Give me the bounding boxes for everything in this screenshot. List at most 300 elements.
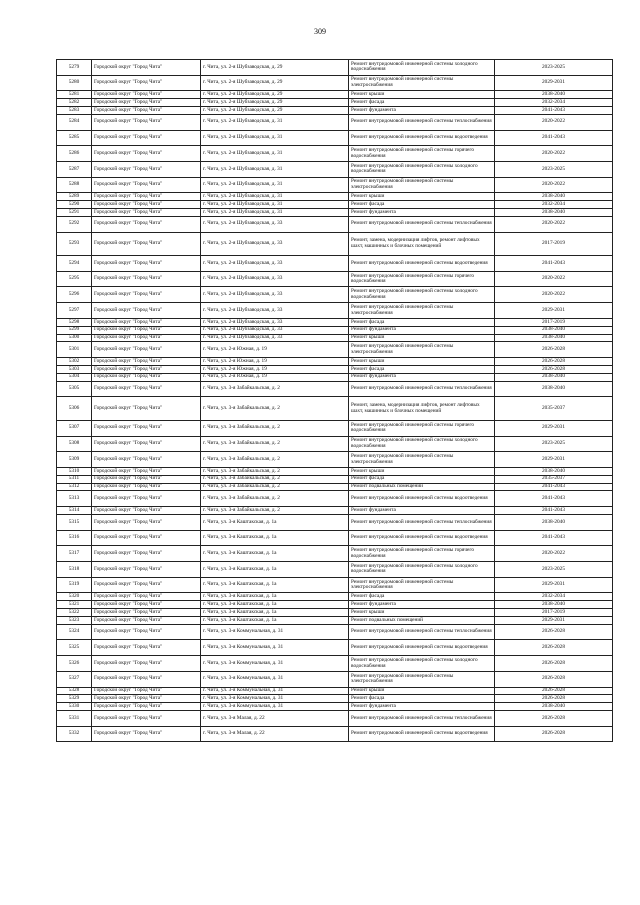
cell-work-type: Ремонт фундамента <box>349 703 495 711</box>
cell-work-type: Ремонт внутридомовой инженерной системы теплоснабжения <box>349 114 495 130</box>
table-row <box>57 452 613 468</box>
cell-work-type: Ремонт внутридомовой инженерной системы холодного водоснабжения <box>349 287 495 303</box>
cell-municipality: Городской округ "Город Чита" <box>92 365 201 373</box>
cell-work-type: Ремонт внутридомовой инженерной системы теплоснабжения <box>349 381 495 397</box>
cell-work-type: Ремонт внутридомовой инженерной системы водоотведения <box>349 130 495 146</box>
cell-address: г. Чита, ул. 3-я Забайкальская, д. 2 <box>201 475 349 483</box>
cell-municipality: Городской округ "Город Чита" <box>92 624 201 640</box>
cell-period: 2041-2043 <box>495 530 613 546</box>
cell-municipality: Городской округ "Город Чита" <box>92 381 201 397</box>
cell-municipality: Городской округ "Город Чита" <box>92 373 201 381</box>
cell-address: г. Чита, ул. 3-я Забайкальская, д. 2 <box>201 452 349 468</box>
cell-municipality: Городской округ "Город Чита" <box>92 514 201 530</box>
cell-municipality: Городской округ "Город Чита" <box>92 232 201 256</box>
cell-work-type: Ремонт внутридомовой инженерной системы теплоснабжения <box>349 514 495 530</box>
table-row <box>57 358 613 366</box>
cell-period: 2029-2031 <box>495 452 613 468</box>
cell-record-number: 5301 <box>57 342 92 358</box>
cell-address: г. Чита, ул. 2-я Шубзаводская, д. 33 <box>201 334 349 342</box>
cell-address: г. Чита, ул. 3-я Каштакская, д. 1а <box>201 601 349 609</box>
cell-work-type: Ремонт внутридомовой инженерной системы холодного водоснабжения <box>349 436 495 452</box>
cell-municipality: Городской округ "Город Чита" <box>92 656 201 672</box>
cell-municipality: Городской округ "Город Чита" <box>92 616 201 624</box>
cell-municipality: Городской округ "Город Чита" <box>92 91 201 99</box>
cell-record-number: 5329 <box>57 695 92 703</box>
cell-record-number: 5315 <box>57 514 92 530</box>
table-row <box>57 624 613 640</box>
table-row <box>57 91 613 99</box>
cell-municipality: Городской округ "Город Чита" <box>92 342 201 358</box>
cell-municipality: Городской округ "Город Чита" <box>92 75 201 91</box>
table-row <box>57 365 613 373</box>
cell-municipality: Городской округ "Город Чита" <box>92 193 201 201</box>
cell-work-type: Ремонт, замена, модернизация лифтов, ремонт лифтовых шахт, машинных и блочных помещений <box>349 397 495 421</box>
table-row <box>57 640 613 656</box>
cell-work-type: Ремонт фундамента <box>349 507 495 515</box>
cell-address: г. Чита, ул. 3-я Каштакская, д. 1а <box>201 577 349 593</box>
cell-municipality: Городской округ "Город Чита" <box>92 334 201 342</box>
table-row <box>57 616 613 624</box>
table-row <box>57 491 613 507</box>
cell-work-type: Ремонт фундамента <box>349 209 495 217</box>
cell-municipality: Городской округ "Город Чита" <box>92 546 201 562</box>
cell-period: 2041-2043 <box>495 491 613 507</box>
cell-record-number: 5299 <box>57 326 92 334</box>
table-row <box>57 656 613 672</box>
cell-address: г. Чита, ул. 2-я Шубзаводская, д. 29 <box>201 75 349 91</box>
cell-municipality: Городской округ "Город Чита" <box>92 452 201 468</box>
table-row <box>57 256 613 272</box>
cell-address: г. Чита, ул. 3-я Каштакская, д. 1а <box>201 530 349 546</box>
cell-work-type: Ремонт внутридомовой инженерной системы электроснабжения <box>349 452 495 468</box>
cell-record-number: 5317 <box>57 546 92 562</box>
cell-record-number: 5309 <box>57 452 92 468</box>
cell-work-type: Ремонт внутридомовой инженерной системы теплоснабжения <box>349 711 495 727</box>
cell-address: г. Чита, ул. 2-я Шубзаводская, д. 33 <box>201 271 349 287</box>
cell-address: г. Чита, ул. 3-я Малая, д. 22 <box>201 726 349 742</box>
table-row <box>57 193 613 201</box>
cell-address: г. Чита, ул. 2-я Шубзаводская, д. 31 <box>201 130 349 146</box>
cell-period: 2023-2025 <box>495 161 613 177</box>
table-row <box>57 99 613 107</box>
cell-municipality: Городской округ "Город Чита" <box>92 507 201 515</box>
cell-municipality: Городской округ "Город Чита" <box>92 703 201 711</box>
cell-municipality: Городской округ "Город Чита" <box>92 107 201 115</box>
cell-period: 2020-2022 <box>495 287 613 303</box>
table-row <box>57 146 613 162</box>
cell-work-type: Ремонт внутридомовой инженерной системы электроснабжения <box>349 75 495 91</box>
cell-address: г. Чита, ул. 3-я Забайкальская, д. 2 <box>201 381 349 397</box>
table-row <box>57 695 613 703</box>
cell-municipality: Городской округ "Город Чита" <box>92 256 201 272</box>
cell-municipality: Городской округ "Город Чита" <box>92 303 201 319</box>
table-row <box>57 114 613 130</box>
cell-period: 2026-2028 <box>495 656 613 672</box>
cell-work-type: Ремонт внутридомовой инженерной системы электроснабжения <box>349 177 495 193</box>
table-row <box>57 420 613 436</box>
cell-work-type: Ремонт фасада <box>349 201 495 209</box>
cell-municipality: Городской округ "Город Чита" <box>92 475 201 483</box>
cell-period: 2026-2028 <box>495 687 613 695</box>
cell-period: 2026-2028 <box>495 624 613 640</box>
cell-period: 2026-2028 <box>495 711 613 727</box>
table-row <box>57 467 613 475</box>
cell-period: 2038-2040 <box>495 381 613 397</box>
cell-municipality: Городской округ "Город Чита" <box>92 640 201 656</box>
cell-municipality: Городской округ "Город Чита" <box>92 326 201 334</box>
cell-record-number: 5293 <box>57 232 92 256</box>
cell-record-number: 5287 <box>57 161 92 177</box>
table-row <box>57 201 613 209</box>
cell-work-type: Ремонт внутридомовой инженерной системы теплоснабжения <box>349 624 495 640</box>
cell-record-number: 5298 <box>57 318 92 326</box>
cell-municipality: Городской округ "Город Чита" <box>92 420 201 436</box>
table-row <box>57 75 613 91</box>
cell-municipality: Городской округ "Город Чита" <box>92 146 201 162</box>
table-row <box>57 60 613 76</box>
cell-record-number: 5288 <box>57 177 92 193</box>
cell-municipality: Городской округ "Город Чита" <box>92 436 201 452</box>
cell-address: г. Чита, ул. 2-я Шубзаводская, д. 29 <box>201 91 349 99</box>
cell-municipality: Городской округ "Город Чита" <box>92 711 201 727</box>
table-row <box>57 216 613 232</box>
cell-municipality: Городской округ "Город Чита" <box>92 491 201 507</box>
cell-address: г. Чита, ул. 2-я Шубзаводская, д. 33 <box>201 326 349 334</box>
cell-record-number: 5311 <box>57 475 92 483</box>
cell-address: г. Чита, ул. 2-я Шубзаводская, д. 29 <box>201 107 349 115</box>
cell-period: 2035-2037 <box>495 397 613 421</box>
table-row <box>57 475 613 483</box>
cell-record-number: 5308 <box>57 436 92 452</box>
cell-address: г. Чита, ул. 3-я Коммунальная, д. 31 <box>201 703 349 711</box>
cell-work-type: Ремонт внутридомовой инженерной системы электроснабжения <box>349 342 495 358</box>
cell-work-type: Ремонт фундамента <box>349 107 495 115</box>
cell-period: 2029-2031 <box>495 75 613 91</box>
cell-record-number: 5290 <box>57 201 92 209</box>
cell-municipality: Городской округ "Город Чита" <box>92 216 201 232</box>
cell-address: г. Чита, ул. 3-я Коммунальная, д. 31 <box>201 656 349 672</box>
cell-record-number: 5289 <box>57 193 92 201</box>
cell-work-type: Ремонт внутридомовой инженерной системы горячего водоснабжения <box>349 146 495 162</box>
cell-municipality: Городской округ "Город Чита" <box>92 60 201 76</box>
table-row <box>57 507 613 515</box>
cell-municipality: Городской округ "Город Чита" <box>92 609 201 617</box>
cell-municipality: Городской округ "Город Чита" <box>92 201 201 209</box>
cell-record-number: 5321 <box>57 601 92 609</box>
cell-address: г. Чита, ул. 3-я Каштакская, д. 1а <box>201 593 349 601</box>
cell-address: г. Чита, ул. 2-я Шубзаводская, д. 31 <box>201 193 349 201</box>
cell-period: 2017-2019 <box>495 609 613 617</box>
cell-record-number: 5304 <box>57 373 92 381</box>
cell-period: 2038-2040 <box>495 209 613 217</box>
cell-period: 2023-2025 <box>495 562 613 578</box>
page-number: 309 <box>314 27 326 36</box>
table-row <box>57 318 613 326</box>
cell-period: 2029-2031 <box>495 577 613 593</box>
cell-record-number: 5322 <box>57 609 92 617</box>
cell-period: 2023-2025 <box>495 60 613 76</box>
cell-record-number: 5316 <box>57 530 92 546</box>
cell-record-number: 5327 <box>57 671 92 687</box>
cell-address: г. Чита, ул. 2-я Южная, д. 19 <box>201 373 349 381</box>
cell-municipality: Городской округ "Город Чита" <box>92 695 201 703</box>
table-row <box>57 530 613 546</box>
table-row <box>57 381 613 397</box>
cell-record-number: 5297 <box>57 303 92 319</box>
cell-period: 2041-2043 <box>495 107 613 115</box>
cell-period: 2026-2028 <box>495 640 613 656</box>
cell-record-number: 5279 <box>57 60 92 76</box>
cell-record-number: 5305 <box>57 381 92 397</box>
cell-address: г. Чита, ул. 2-я Шубзаводская, д. 33 <box>201 303 349 319</box>
cell-period: 2035-2037 <box>495 475 613 483</box>
cell-municipality: Городской округ "Город Чита" <box>92 130 201 146</box>
cell-work-type: Ремонт крыши <box>349 193 495 201</box>
cell-work-type: Ремонт фасада <box>349 593 495 601</box>
cell-period: 2032-2034 <box>495 201 613 209</box>
cell-address: г. Чита, ул. 2-я Южная, д. 19 <box>201 342 349 358</box>
cell-period: 2038-2040 <box>495 467 613 475</box>
table-row <box>57 514 613 530</box>
cell-municipality: Городской округ "Город Чита" <box>92 161 201 177</box>
cell-address: г. Чита, ул. 3-я Забайкальская, д. 2 <box>201 483 349 491</box>
cell-record-number: 5303 <box>57 365 92 373</box>
cell-period: 2026-2028 <box>495 358 613 366</box>
cell-address: г. Чита, ул. 3-я Каштакская, д. 1а <box>201 562 349 578</box>
table-row <box>57 373 613 381</box>
cell-municipality: Городской округ "Город Чита" <box>92 467 201 475</box>
cell-work-type: Ремонт фасада <box>349 475 495 483</box>
cell-record-number: 5286 <box>57 146 92 162</box>
table-row <box>57 671 613 687</box>
cell-work-type: Ремонт подвальных помещений <box>349 483 495 491</box>
cell-address: г. Чита, ул. 2-я Южная, д. 19 <box>201 358 349 366</box>
cell-period: 2026-2028 <box>495 365 613 373</box>
table-row <box>57 397 613 421</box>
cell-record-number: 5291 <box>57 209 92 217</box>
cell-work-type: Ремонт крыши <box>349 91 495 99</box>
cell-work-type: Ремонт фасада <box>349 365 495 373</box>
cell-period: 2038-2040 <box>495 601 613 609</box>
cell-work-type: Ремонт, замена, модернизация лифтов, ремонт лифтовых шахт, машинных и блочных помещений <box>349 232 495 256</box>
cell-municipality: Городской округ "Город Чита" <box>92 99 201 107</box>
cell-work-type: Ремонт фасада <box>349 99 495 107</box>
cell-record-number: 5282 <box>57 99 92 107</box>
cell-record-number: 5328 <box>57 687 92 695</box>
cell-record-number: 5323 <box>57 616 92 624</box>
cell-work-type: Ремонт подвальных помещений <box>349 616 495 624</box>
cell-work-type: Ремонт внутридомовой инженерной системы теплоснабжения <box>349 216 495 232</box>
cell-address: г. Чита, ул. 3-я Каштакская, д. 1а <box>201 546 349 562</box>
cell-period: 2029-2031 <box>495 303 613 319</box>
cell-municipality: Городской округ "Город Чита" <box>92 671 201 687</box>
cell-work-type: Ремонт внутридомовой инженерной системы водоотведения <box>349 726 495 742</box>
cell-period: 2020-2022 <box>495 546 613 562</box>
table-row <box>57 609 613 617</box>
cell-municipality: Городской округ "Город Чита" <box>92 287 201 303</box>
cell-address: г. Чита, ул. 2-я Шубзаводская, д. 31 <box>201 146 349 162</box>
cell-work-type: Ремонт внутридомовой инженерной системы водоотведения <box>349 530 495 546</box>
cell-municipality: Городской округ "Город Чита" <box>92 397 201 421</box>
cell-period: 2038-2040 <box>495 193 613 201</box>
table-row <box>57 711 613 727</box>
cell-period: 2041-2043 <box>495 483 613 491</box>
cell-period: 2038-2040 <box>495 514 613 530</box>
table-row <box>57 232 613 256</box>
cell-municipality: Городской округ "Город Чита" <box>92 114 201 130</box>
cell-record-number: 5331 <box>57 711 92 727</box>
cell-period: 2026-2028 <box>495 726 613 742</box>
cell-record-number: 5294 <box>57 256 92 272</box>
cell-work-type: Ремонт фундамента <box>349 326 495 334</box>
table-row <box>57 342 613 358</box>
cell-work-type: Ремонт внутридомовой инженерной системы электроснабжения <box>349 577 495 593</box>
cell-address: г. Чита, ул. 3-я Коммунальная, д. 31 <box>201 687 349 695</box>
cell-period: 2032-2034 <box>495 99 613 107</box>
cell-record-number: 5307 <box>57 420 92 436</box>
cell-address: г. Чита, ул. 3-я Каштакская, д. 1а <box>201 616 349 624</box>
cell-address: г. Чита, ул. 3-я Забайкальская, д. 2 <box>201 420 349 436</box>
cell-record-number: 5296 <box>57 287 92 303</box>
table-row <box>57 271 613 287</box>
cell-work-type: Ремонт фасада <box>349 318 495 326</box>
cell-municipality: Городской округ "Город Чита" <box>92 562 201 578</box>
cell-address: г. Чита, ул. 3-я Забайкальская, д. 2 <box>201 507 349 515</box>
table-row <box>57 107 613 115</box>
cell-address: г. Чита, ул. 2-я Шубзаводская, д. 33 <box>201 216 349 232</box>
cell-record-number: 5314 <box>57 507 92 515</box>
cell-record-number: 5318 <box>57 562 92 578</box>
cell-period: 2038-2040 <box>495 334 613 342</box>
cell-municipality: Городской округ "Город Чита" <box>92 577 201 593</box>
cell-address: г. Чита, ул. 2-я Шубзаводская, д. 31 <box>201 177 349 193</box>
table-row <box>57 436 613 452</box>
cell-record-number: 5324 <box>57 624 92 640</box>
cell-address: г. Чита, ул. 2-я Шубзаводская, д. 31 <box>201 209 349 217</box>
cell-address: г. Чита, ул. 3-я Коммунальная, д. 31 <box>201 695 349 703</box>
cell-period: 2038-2040 <box>495 373 613 381</box>
cell-period: 2041-2043 <box>495 130 613 146</box>
table-row <box>57 177 613 193</box>
cell-address: г. Чита, ул. 3-я Каштакская, д. 1а <box>201 514 349 530</box>
cell-work-type: Ремонт крыши <box>349 687 495 695</box>
cell-address: г. Чита, ул. 2-я Шубзаводская, д. 31 <box>201 161 349 177</box>
cell-address: г. Чита, ул. 2-я Южная, д. 19 <box>201 365 349 373</box>
cell-period: 2017-2019 <box>495 318 613 326</box>
cell-period: 2026-2028 <box>495 342 613 358</box>
cell-record-number: 5300 <box>57 334 92 342</box>
cell-address: г. Чита, ул. 3-я Забайкальская, д. 2 <box>201 491 349 507</box>
cell-record-number: 5310 <box>57 467 92 475</box>
cell-work-type: Ремонт крыши <box>349 609 495 617</box>
cell-address: г. Чита, ул. 3-я Забайкальская, д. 2 <box>201 397 349 421</box>
cell-record-number: 5312 <box>57 483 92 491</box>
cell-work-type: Ремонт внутридомовой инженерной системы водоотведения <box>349 491 495 507</box>
table-row <box>57 687 613 695</box>
program-table-wrapper <box>56 59 587 742</box>
cell-work-type: Ремонт фундамента <box>349 373 495 381</box>
cell-period: 2026-2028 <box>495 695 613 703</box>
table-row <box>57 334 613 342</box>
cell-address: г. Чита, ул. 3-я Забайкальская, д. 2 <box>201 467 349 475</box>
table-row <box>57 483 613 491</box>
cell-period: 2038-2040 <box>495 91 613 99</box>
cell-municipality: Городской округ "Город Чита" <box>92 593 201 601</box>
cell-municipality: Городской округ "Город Чита" <box>92 601 201 609</box>
cell-work-type: Ремонт фундамента <box>349 601 495 609</box>
cell-record-number: 5281 <box>57 91 92 99</box>
cell-record-number: 5325 <box>57 640 92 656</box>
table-row <box>57 577 613 593</box>
cell-municipality: Городской округ "Город Чита" <box>92 687 201 695</box>
cell-work-type: Ремонт внутридомовой инженерной системы холодного водоснабжения <box>349 60 495 76</box>
table-row <box>57 593 613 601</box>
cell-record-number: 5292 <box>57 216 92 232</box>
cell-work-type: Ремонт крыши <box>349 467 495 475</box>
cell-period: 2020-2022 <box>495 146 613 162</box>
cell-work-type: Ремонт внутридомовой инженерной системы холодного водоснабжения <box>349 161 495 177</box>
cell-address: г. Чита, ул. 2-я Шубзаводская, д. 31 <box>201 114 349 130</box>
cell-record-number: 5320 <box>57 593 92 601</box>
table-row <box>57 303 613 319</box>
table-row <box>57 326 613 334</box>
cell-municipality: Городской округ "Город Чита" <box>92 318 201 326</box>
cell-work-type: Ремонт крыши <box>349 334 495 342</box>
cell-work-type: Ремонт фасада <box>349 695 495 703</box>
cell-address: г. Чита, ул. 3-я Забайкальская, д. 2 <box>201 436 349 452</box>
table-row <box>57 703 613 711</box>
cell-municipality: Городской округ "Город Чита" <box>92 530 201 546</box>
cell-address: г. Чита, ул. 2-я Шубзаводская, д. 33 <box>201 318 349 326</box>
cell-address: г. Чита, ул. 2-я Шубзаводская, д. 33 <box>201 232 349 256</box>
cell-record-number: 5280 <box>57 75 92 91</box>
cell-address: г. Чита, ул. 3-я Коммунальная, д. 31 <box>201 640 349 656</box>
cell-address: г. Чита, ул. 2-я Шубзаводская, д. 29 <box>201 99 349 107</box>
table-row <box>57 209 613 217</box>
cell-work-type: Ремонт внутридомовой инженерной системы водоотведения <box>349 640 495 656</box>
cell-period: 2041-2043 <box>495 256 613 272</box>
table-row <box>57 287 613 303</box>
table-row <box>57 161 613 177</box>
cell-record-number: 5302 <box>57 358 92 366</box>
table-row <box>57 562 613 578</box>
cell-period: 2020-2022 <box>495 114 613 130</box>
cell-address: г. Чита, ул. 2-я Шубзаводская, д. 33 <box>201 287 349 303</box>
cell-address: г. Чита, ул. 3-я Каштакская, д. 1а <box>201 609 349 617</box>
cell-work-type: Ремонт внутридомовой инженерной системы горячего водоснабжения <box>349 546 495 562</box>
cell-address: г. Чита, ул. 2-я Шубзаводская, д. 29 <box>201 60 349 76</box>
cell-record-number: 5326 <box>57 656 92 672</box>
cell-municipality: Городской округ "Город Чита" <box>92 209 201 217</box>
program-table <box>56 59 613 742</box>
cell-municipality: Городской округ "Город Чита" <box>92 271 201 287</box>
cell-record-number: 5330 <box>57 703 92 711</box>
cell-work-type: Ремонт крыши <box>349 358 495 366</box>
cell-period: 2038-2040 <box>495 703 613 711</box>
cell-work-type: Ремонт внутридомовой инженерной системы горячего водоснабжения <box>349 271 495 287</box>
table-row <box>57 601 613 609</box>
cell-address: г. Чита, ул. 3-я Коммунальная, д. 31 <box>201 671 349 687</box>
cell-period: 2029-2031 <box>495 616 613 624</box>
table-row <box>57 546 613 562</box>
cell-work-type: Ремонт внутридомовой инженерной системы электроснабжения <box>349 303 495 319</box>
cell-work-type: Ремонт внутридомовой инженерной системы горячего водоснабжения <box>349 420 495 436</box>
cell-address: г. Чита, ул. 3-я Коммунальная, д. 31 <box>201 624 349 640</box>
cell-record-number: 5283 <box>57 107 92 115</box>
cell-period: 2020-2022 <box>495 271 613 287</box>
table-row <box>57 130 613 146</box>
cell-period: 2029-2031 <box>495 420 613 436</box>
